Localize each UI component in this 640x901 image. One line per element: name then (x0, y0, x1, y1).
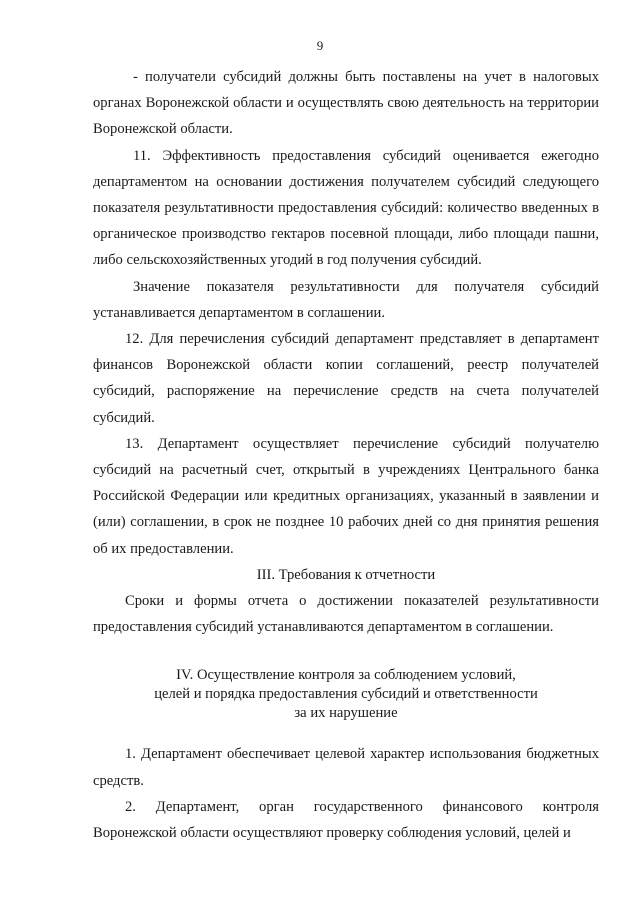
section-heading-iii: III. Требования к отчетности (256, 566, 436, 583)
paragraph-11-effectiveness: 11. Эффективность предоставления субсидий оценивается ежегодно департаментом на основании достижения получателем субсидий следующего показателя результативности предоставления субсидий: количество введенных в органическое производство гектаров посевной площади, либо площади пашни, либо сельскохозяйственных угодий в год получения субсидий. (93, 147, 599, 269)
paragraph-13-transfer: 13. Департамент осуществляет перечисление субсидий получателю субсидий на расчетный счет, открытый в учреждениях Центрального банка Российской Федерации или кредитных организациях, указанный в заявлении и (или) соглашении, в срок не позднее 10 рабочих дней со дня принятия решения об их предоставлении. (93, 435, 599, 557)
section-heading-iv-line1: IV. Осуществление контроля за соблюдением условий, (176, 667, 516, 684)
paragraph-report-terms: Сроки и формы отчета о достижении показателей результативности предоставления субсидий устанавливаются департаментом в соглашении. (93, 593, 599, 636)
section-heading-iv (93, 666, 599, 723)
paragraph-taxpayer-requirement: - получатели субсидий должны быть поставлены на учет в налоговых органах Воронежской области и осуществлять свою деятельность на территории Воронежской области. (93, 69, 599, 138)
paragraph-12-transfer-docs: 12. Для перечисления субсидий департамент представляет в департамент финансов Воронежской области копии соглашений, реестр получателей субсидий, распоряжение на перечисление средств на счета получателей субсидий. (93, 331, 599, 426)
paragraph-indicator-value: Значение показателя результативности для получателя субсидий устанавливается департаментом в соглашении. (93, 278, 599, 321)
paragraph-iv-2: 2. Департамент, орган государственного финансового контроля Воронежской области осуществляют проверку соблюдения условий, целей и (93, 798, 599, 842)
section-heading-iv-line3: за их нарушение (294, 705, 398, 722)
document-body (93, 64, 599, 846)
page-number: 9 (316, 38, 324, 53)
paragraph-iv-1: 1. Департамент обеспечивает целевой характер использования бюджетных средств. (93, 746, 599, 789)
section-heading-iv-line2: целей и порядка предоставления субсидий и ответственности (154, 686, 538, 703)
